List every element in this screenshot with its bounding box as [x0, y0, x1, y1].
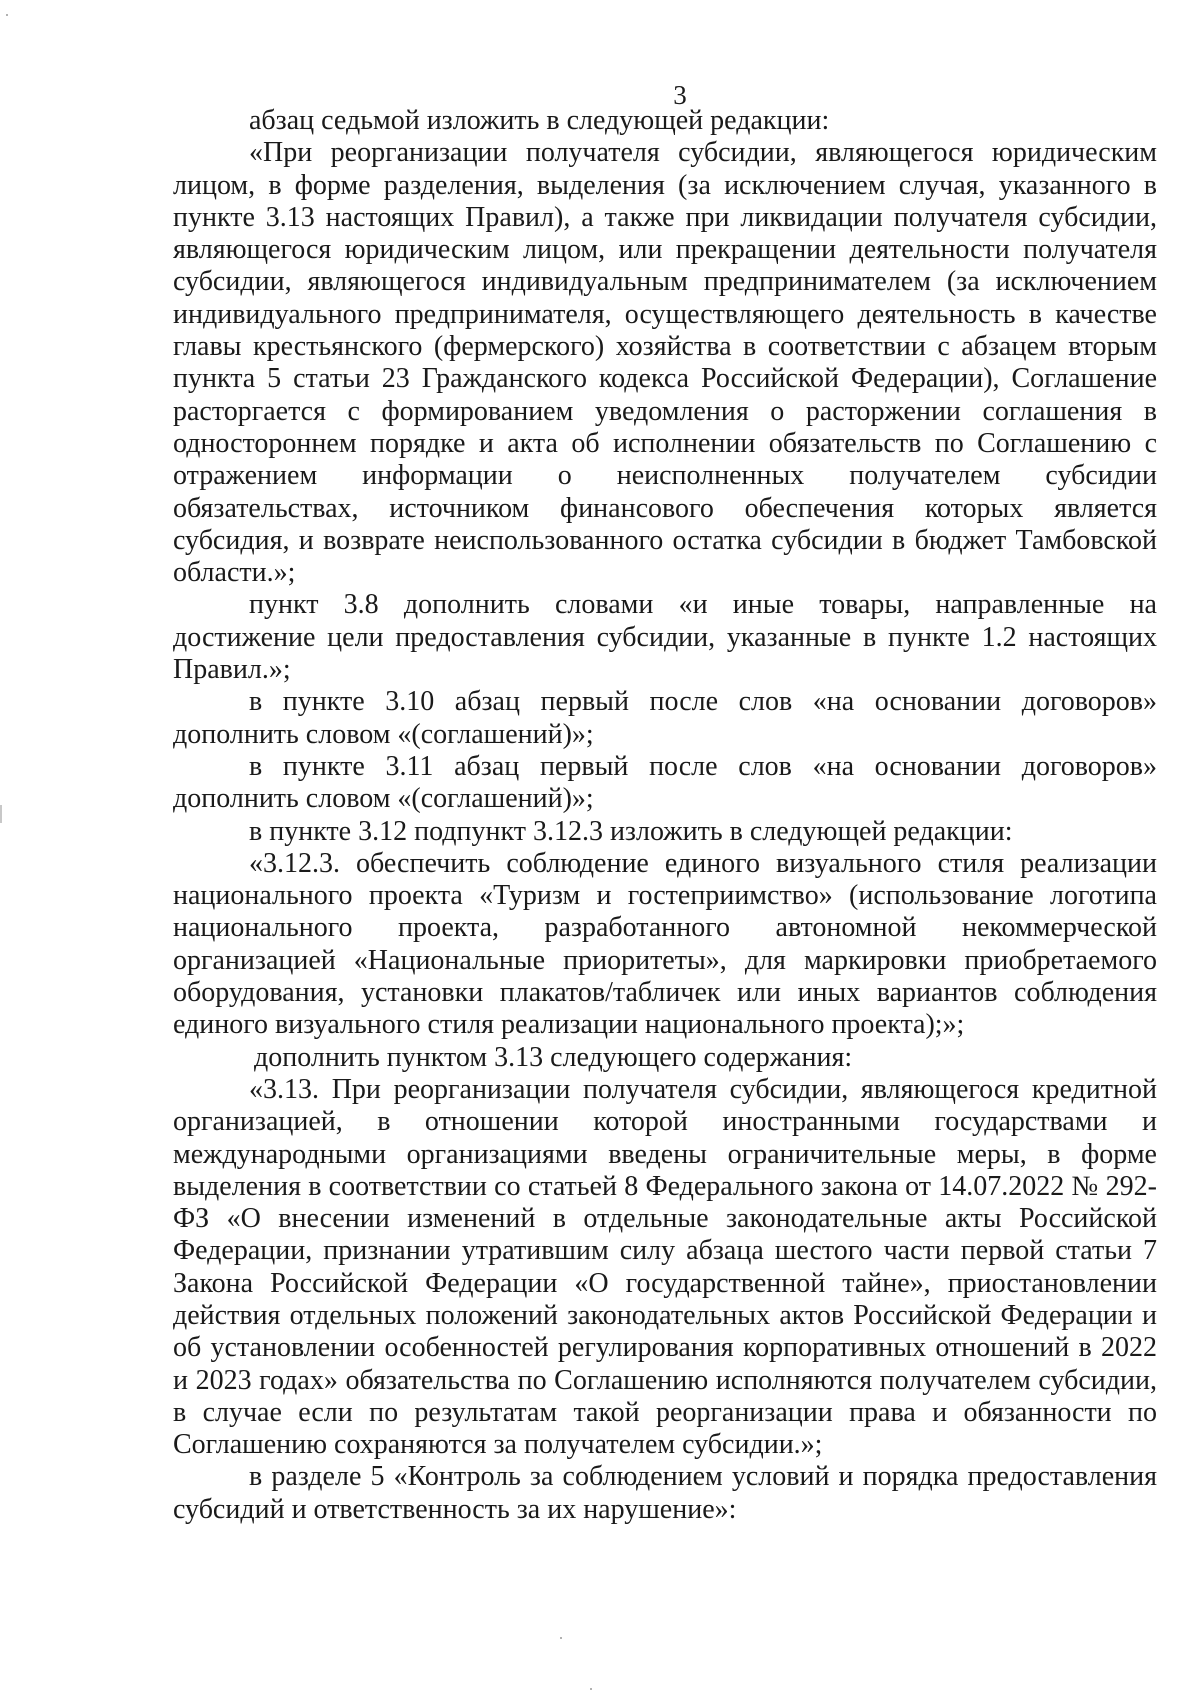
paragraph-item-3-8: пункт 3.8 дополнить словами «и иные товары, направленные на достижение цели предоставления субсидии, указанные в пункте 1.2 настоящих Правил.»;: [173, 589, 1157, 686]
paragraph-add-3-13: дополнить пунктом 3.13 следующего содержания:: [254, 1041, 853, 1073]
scan-speck: [6, 14, 8, 16]
document-body: [173, 105, 1157, 1526]
paragraph-item-3-10: в пункте 3.10 абзац первый после слов «на основании договоров» дополнить словом «(соглашений)»;: [173, 686, 1157, 750]
page-number: 3: [673, 80, 687, 110]
paragraph-section-5: в разделе 5 «Контроль за соблюдением условий и порядка предоставления субсидий и ответственность за их нарушение»:: [173, 1461, 1157, 1525]
paragraph-intro-paragraph-7: абзац седьмой изложить в следующей редакции:: [249, 105, 830, 136]
paragraph-item-3-11: в пункте 3.11 абзац первый после слов «на основании договоров» дополнить словом «(соглашений)»;: [173, 750, 1157, 815]
paragraph-quote-3-13: «3.13. При реорганизации получателя субсидии, являющегося кредитной организацией, в отношении которой иностранными государствами и международными организациями введены ограничительные меры, в форме выделения в соответствии со статьей 8 Федерального закона от 14.07.2022 № 292-ФЗ «О внесении изменений в отдельные законодательные акты Российской Федерации, признании утратившим силу абзаца шестого части первой статьи 7 Закона Российской Федерации «О государственной тайне», приостановлении действия отдельных положений законодательных актов Российской Федерации и об установлении особенностей регулирования корпоративных отношений в 2022 и 2023 годах» обязательства по Соглашению исполняются получателем субсидии, в случае если по результатам такой реорганизации права и обязанности по Соглашению сохраняются за получателем субсидии.»;: [173, 1073, 1157, 1461]
scan-speck: [590, 1688, 592, 1690]
paragraph-item-3-12: в пункте 3.12 подпункт 3.12.3 изложить в следующей редакции:: [249, 815, 1013, 847]
paragraph-quote-3-12-3: «3.12.3. обеспечить соблюдение единого визуального стиля реализации национального проекта «Туризм и гостеприимство» (использование логотипа национального проекта, разработанного автономной некоммерческой организацией «Национальные приоритеты», для маркировки приобретаемого оборудования, установки плакатов/табличек или иных вариантов соблюдения единого визуального стиля реализации национального проекта);»;: [173, 847, 1157, 1041]
paragraph-quote-reorganization: «При реорганизации получателя субсидии, являющегося юридическим лицом, в форме разделения, выделения (за исключением случая, указанного в пункте 3.13 настоящих Правил), а также при ликвидации получателя субсидии, являющегося юридическим лицом, или прекращении деятельности получателя субсидии, являющегося индивидуальным предпринимателем (за исключением индивидуального предпринимателя, осуществляющего деятельность в качестве главы крестьянского (фермерского) хозяйства в соответствии с абзацем вторым пункта 5 статьи 23 Гражданского кодекса Российской Федерации), Соглашение расторгается с формированием уведомления о расторжении соглашения в одностороннем порядке и акта об исполнении обязательств по Соглашению с отражением информации о неисполненных получателем субсидии обязательствах, источником финансового обеспечения которых является субсидия, и возврате неиспользованного остатка субсидии в бюджет Тамбовской области.»;: [173, 137, 1157, 589]
scan-edge-mark: [0, 805, 2, 823]
scan-speck: [560, 1637, 562, 1639]
